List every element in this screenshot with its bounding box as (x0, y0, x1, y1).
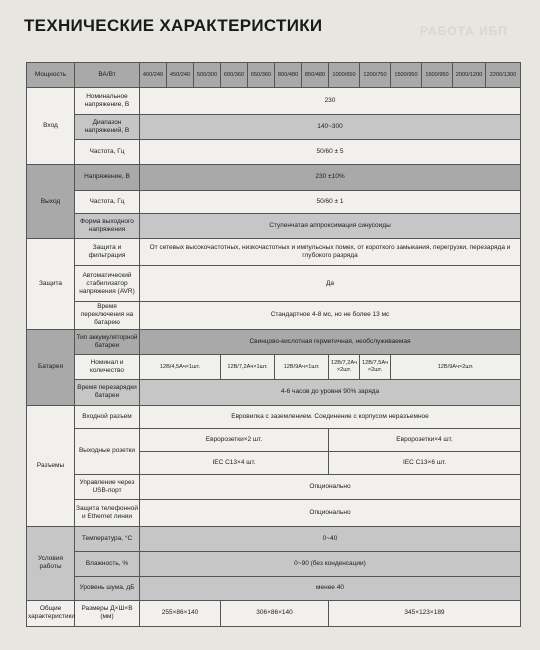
param-avr: Автоматический стабилизатор напряжения (AVR) (75, 266, 140, 302)
value-switch-time: Стандартное 4-8 мс, но не более 13 мс (140, 302, 521, 329)
param-noise: Уровень шума, дБ (75, 577, 140, 600)
param-input-connector: Входной разъем (75, 405, 140, 428)
value-phone-protection: Опционально (140, 500, 521, 526)
value-noise: менее 40 (140, 577, 521, 600)
dimensions-cell: 306×86×140 (221, 600, 329, 626)
header-unit: ВА/Вт (75, 63, 140, 88)
value-output-frequency: 50/60 ± 1 (140, 190, 521, 213)
value-waveform: Ступенчатая аппроксимация синусоиды (140, 213, 521, 238)
param-humidity: Влажность, % (75, 552, 140, 577)
value-temperature: 0~40 (140, 526, 521, 551)
dimensions-cell: 255×86×140 (140, 600, 221, 626)
param-outlets: Выходные розетки (75, 428, 140, 474)
section-connectors: Разъемы (27, 405, 75, 526)
section-conditions: Условия работы (27, 526, 75, 600)
battery-count-cell: 12В/7,5Ач ×2шт. (360, 354, 391, 379)
value-recharge-time: 4-6 часов до уровня 90% заряда (140, 380, 521, 405)
param-nominal-voltage: Номинальное напряжение, В (75, 88, 140, 114)
model-cell: 500/300 (194, 63, 221, 88)
value-battery-type: Свинцово-кислотная герметичная, необслуживаемая (140, 329, 521, 354)
battery-count-cell: 12В/9Ач×1шт. (275, 354, 329, 379)
background-page-heading: РАБОТА ИБП (420, 24, 509, 38)
param-dimensions: Размеры Д×Ш×В (мм) (75, 600, 140, 626)
header-row (27, 63, 521, 88)
value-output-voltage: 230 ±10% (140, 165, 521, 190)
param-input-frequency: Частота, Гц (75, 139, 140, 164)
value-usb: Опционально (140, 475, 521, 500)
value-input-connector: Евровилка с заземлением. Соединение с корпусом неразъемное (140, 405, 521, 428)
param-output-frequency: Частота, Гц (75, 190, 140, 213)
param-output-voltage: Напряжение, В (75, 165, 140, 190)
model-cell: 1200/750 (360, 63, 391, 88)
section-general: Общие характеристики (27, 600, 75, 626)
value-humidity: 0~90 (без конденсации) (140, 552, 521, 577)
param-recharge-time: Время перезарядки батареи (75, 380, 140, 405)
param-usb: Управление через USB-порт (75, 475, 140, 500)
page-title: ТЕХНИЧЕСКИЕ ХАРАКТЕРИСТИКИ (24, 16, 323, 35)
value-avr: Да (140, 266, 521, 302)
param-filtering: Защита и фильтрация (75, 239, 140, 266)
spec-table (26, 62, 521, 627)
value-iec-outlets-a: IEC C13×4 шт. (140, 451, 329, 474)
value-nominal-voltage: 230 (140, 88, 521, 114)
value-input-frequency: 50/60 ± 5 (140, 139, 521, 164)
section-input: Вход (27, 88, 75, 165)
param-switch-time: Время переключения на батарею (75, 302, 140, 329)
model-cell: 650/360 (248, 63, 275, 88)
value-euro-outlets-b: Евророзетки×4 шт. (329, 428, 521, 451)
model-cell: 450/240 (167, 63, 194, 88)
param-temperature: Температура, °С (75, 526, 140, 551)
model-cell: 400/240 (140, 63, 167, 88)
param-phone-protection: Защита телефонной и Ethernet линии (75, 500, 140, 526)
section-battery: Батарея (27, 329, 75, 405)
section-output: Выход (27, 165, 75, 239)
section-protection: Защита (27, 239, 75, 330)
model-cell: 800/480 (275, 63, 302, 88)
battery-count-cell: 12В/9Ач×2шт. (391, 354, 521, 379)
value-filtering: От сетевых высокочастотных, низкочастотных и импульсных помех, от короткого замыкания, перегрузки, перезаряда и глубокого разряда (140, 239, 521, 266)
param-battery-type: Тип аккумуляторной батареи (75, 329, 140, 354)
param-battery-count: Номинал и количество (75, 354, 140, 379)
model-cell: 1600/950 (422, 63, 453, 88)
param-voltage-range: Диапазон напряжений, В (75, 114, 140, 139)
header-power: Мощность (27, 63, 75, 88)
model-cell: 1000/650 (329, 63, 360, 88)
model-cell: 1500/950 (391, 63, 422, 88)
model-cell: 600/360 (221, 63, 248, 88)
dimensions-cell: 345×123×189 (329, 600, 521, 626)
battery-count-cell: 12В/7,2Ач ×2шт. (329, 354, 360, 379)
param-waveform: Форма выходного напряжения (75, 213, 140, 238)
value-voltage-range: 140~300 (140, 114, 521, 139)
model-cell: 850/480 (302, 63, 329, 88)
battery-count-cell: 12В/7,2Ач×1шт. (221, 354, 275, 379)
model-cell: 2200/1300 (486, 63, 521, 88)
value-iec-outlets-b: IEC C13×6 шт. (329, 451, 521, 474)
model-cell: 2000/1200 (453, 63, 486, 88)
value-euro-outlets-a: Евророзетки×2 шт. (140, 428, 329, 451)
battery-count-cell: 12В/4,5Ач×1шт. (140, 354, 221, 379)
